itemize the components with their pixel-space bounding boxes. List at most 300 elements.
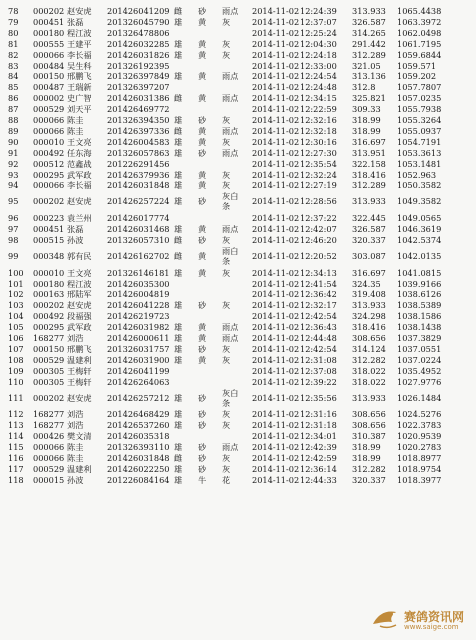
cell-ring: 201426537260	[107, 420, 170, 431]
cell-club: 000305	[33, 365, 65, 376]
cell-rank: 95	[8, 196, 19, 207]
cell-club: 000515	[33, 234, 65, 245]
cell-color: 砂	[198, 6, 207, 16]
cell-eye: 灰	[222, 354, 231, 365]
cell-rank: 94	[8, 180, 19, 191]
cell-owner: 孙波	[67, 234, 84, 245]
cell-club: 000015	[33, 474, 65, 485]
cell-time: 12:27:30	[300, 147, 337, 158]
cell-speed: 1037.3829	[397, 333, 442, 343]
cell-date: 2014-11-02	[252, 442, 300, 452]
cell-time: 12:39:22	[300, 376, 337, 387]
cell-owner: 孙波	[67, 474, 84, 485]
cell-eye: 灰	[222, 300, 231, 311]
cell-rank: 86	[8, 93, 19, 104]
cell-ring: 201426035318	[107, 431, 170, 442]
cell-sex: 雌	[174, 125, 183, 136]
cell-sex: 雄	[174, 267, 183, 278]
cell-dist: 313.933	[352, 392, 386, 403]
cell-speed: 1049.0565	[397, 213, 442, 224]
cell-ring: 201226291456	[107, 158, 170, 169]
pigeon-logo-icon	[370, 604, 402, 634]
cell-dist: 318.022	[352, 376, 386, 387]
cell-date: 2014-11-02	[252, 93, 300, 104]
cell-owner: 邢鹏飞	[67, 71, 92, 82]
cell-dist: 310.387	[352, 431, 386, 442]
cell-dist: 291.442	[352, 38, 386, 49]
cell-rank: 110	[8, 376, 24, 387]
cell-owner: 陈圭	[67, 452, 84, 463]
cell-rank: 113	[8, 420, 24, 431]
cell-speed: 1063.3972	[397, 16, 442, 27]
cell-sex: 雄	[174, 300, 183, 311]
cell-ring: 201326057310	[107, 234, 170, 245]
cell-date: 2014-11-02	[252, 234, 300, 245]
cell-rank: 98	[8, 234, 19, 245]
cell-date: 2014-11-02	[252, 392, 300, 403]
cell-club: 000529	[33, 354, 65, 365]
cell-ring: 201426032285	[107, 38, 170, 49]
cell-color: 砂	[198, 196, 207, 207]
cell-speed: 1042.0135	[397, 250, 442, 261]
cell-eye: 雨点	[222, 322, 239, 333]
cell-rank: 115	[8, 442, 24, 452]
cell-ring: 201426022250	[107, 463, 170, 474]
cell-color: 黄	[198, 16, 207, 27]
watermark-brand: 赛鸽资讯网	[404, 610, 465, 624]
cell-time: 12:42:07	[300, 224, 337, 234]
cell-color: 黄	[198, 322, 207, 333]
cell-eye: 灰	[222, 169, 231, 180]
cell-time: 12:44:48	[300, 333, 337, 343]
cell-eye: 灰白条	[222, 387, 239, 408]
cell-speed: 1018.3977	[397, 474, 442, 485]
cell-time: 12:37:08	[300, 365, 337, 376]
cell-speed: 1035.4952	[397, 365, 442, 376]
cell-time: 12:37:07	[300, 16, 337, 27]
cell-owner: 吴生科	[67, 60, 92, 71]
cell-club: 000529	[33, 104, 65, 115]
cell-date: 2014-11-02	[252, 6, 300, 16]
cell-owner: 任东海	[67, 147, 92, 158]
cell-dist: 308.656	[352, 420, 386, 431]
cell-date: 2014-11-02	[252, 27, 300, 38]
cell-time: 12:31:16	[300, 409, 337, 420]
cell-club: 000492	[33, 147, 65, 158]
cell-date: 2014-11-02	[252, 376, 300, 387]
cell-sex: 雄	[174, 409, 183, 420]
cell-color: 砂	[198, 300, 207, 311]
cell-owner: 刘浩	[67, 409, 84, 420]
cell-dist: 318.99	[352, 125, 381, 136]
cell-color: 黄	[198, 250, 207, 261]
cell-speed: 1024.5276	[397, 409, 442, 420]
cell-color: 砂	[198, 392, 207, 403]
cell-dist: 316.697	[352, 136, 386, 147]
cell-speed: 1062.0498	[397, 27, 442, 38]
cell-owner: 王建平	[67, 38, 92, 49]
cell-time: 12:32:24	[300, 169, 337, 180]
cell-eye: 雨点	[222, 224, 239, 234]
cell-speed: 1038.6126	[397, 289, 442, 300]
cell-speed: 1038.5389	[397, 300, 442, 311]
cell-club: 000066	[33, 115, 65, 125]
cell-club: 168277	[33, 420, 65, 431]
cell-rank: 108	[8, 354, 24, 365]
cell-date: 2014-11-02	[252, 224, 300, 234]
cell-owner: 刘浩	[67, 333, 84, 343]
cell-club: 000066	[33, 442, 65, 452]
cell-rank: 99	[8, 250, 19, 261]
cell-ring: 201426031848	[107, 452, 170, 463]
cell-dist: 320.337	[352, 234, 386, 245]
cell-date: 2014-11-02	[252, 474, 300, 485]
cell-speed: 1057.7807	[397, 82, 442, 93]
cell-rank: 97	[8, 224, 19, 234]
cell-color: 砂	[198, 234, 207, 245]
cell-speed: 1020.9539	[397, 431, 442, 442]
cell-club: 000150	[33, 343, 65, 354]
cell-dist: 312.289	[352, 49, 386, 60]
cell-dist: 318.99	[352, 452, 381, 463]
cell-time: 12:37:22	[300, 213, 337, 224]
cell-rank: 80	[8, 27, 19, 38]
cell-club: 000529	[33, 463, 65, 474]
cell-date: 2014-11-02	[252, 125, 300, 136]
cell-color: 黄	[198, 333, 207, 343]
cell-dist: 308.656	[352, 333, 386, 343]
cell-sex: 雄	[174, 354, 183, 365]
cell-owner: 范鑫战	[67, 158, 92, 169]
cell-speed: 1037.0551	[397, 343, 442, 354]
cell-owner: 王瑞新	[67, 82, 92, 93]
cell-dist: 326.587	[352, 224, 386, 234]
cell-ring: 201326393110	[107, 442, 170, 452]
cell-owner: 陈圭	[67, 125, 84, 136]
cell-sex: 雄	[174, 474, 183, 485]
cell-rank: 100	[8, 267, 24, 278]
cell-owner: 王梅轩	[67, 376, 92, 387]
cell-owner: 程江波	[67, 27, 92, 38]
cell-date: 2014-11-02	[252, 82, 300, 93]
cell-rank: 105	[8, 322, 24, 333]
cell-speed: 1020.2783	[397, 442, 442, 452]
cell-eye: 灰	[222, 452, 231, 463]
cell-color: 黄	[198, 38, 207, 49]
cell-owner: 赵安虎	[67, 300, 92, 311]
cell-time: 12:04:30	[300, 38, 337, 49]
cell-club: 000180	[33, 278, 65, 289]
cell-rank: 90	[8, 136, 19, 147]
cell-eye: 雨点	[222, 125, 239, 136]
cell-dist: 318.416	[352, 322, 386, 333]
cell-speed: 1059.571	[397, 60, 437, 71]
cell-owner: 赵安虎	[67, 392, 92, 403]
cell-club: 000202	[33, 196, 65, 207]
cell-time: 12:33:00	[300, 60, 337, 71]
cell-owner: 赵安虎	[67, 196, 92, 207]
cell-speed: 1037.0224	[397, 354, 442, 365]
cell-time: 12:28:56	[300, 196, 337, 207]
cell-owner: 邢陆军	[67, 289, 92, 300]
cell-eye: 灰	[222, 420, 231, 431]
cell-eye: 灰	[222, 49, 231, 60]
cell-color: 黄	[198, 180, 207, 191]
cell-time: 12:36:43	[300, 322, 337, 333]
cell-ring: 201426041199	[107, 365, 170, 376]
cell-rank: 84	[8, 71, 19, 82]
cell-color: 砂	[198, 452, 207, 463]
cell-dist: 308.656	[352, 409, 386, 420]
cell-ring: 201426257212	[107, 392, 170, 403]
cell-rank: 114	[8, 431, 24, 442]
cell-eye: 灰	[222, 234, 231, 245]
cell-club: 000484	[33, 60, 65, 71]
cell-ring: 201426041209	[107, 6, 170, 16]
cell-eye: 灰	[222, 38, 231, 49]
cell-dist: 324.35	[352, 278, 381, 289]
cell-owner: 王文亮	[67, 136, 92, 147]
cell-time: 12:34:15	[300, 93, 337, 104]
cell-owner: 王梅轩	[67, 365, 92, 376]
cell-dist: 312.282	[352, 354, 386, 365]
cell-rank: 118	[8, 474, 24, 485]
cell-owner: 邢鹏飞	[67, 343, 92, 354]
cell-club: 000305	[33, 376, 65, 387]
cell-rank: 88	[8, 115, 19, 125]
cell-color: 砂	[198, 147, 207, 158]
cell-time: 12:42:39	[300, 442, 337, 452]
watermark-url: www.saige.com	[404, 623, 459, 631]
cell-dist: 324.298	[352, 311, 386, 322]
cell-time: 12:46:20	[300, 234, 337, 245]
cell-eye: 雨点	[222, 442, 239, 452]
cell-dist: 326.587	[352, 16, 386, 27]
cell-time: 12:36:42	[300, 289, 337, 300]
cell-dist: 312.282	[352, 463, 386, 474]
cell-eye: 花	[222, 474, 231, 485]
cell-eye: 灰	[222, 463, 231, 474]
cell-sex: 雄	[174, 115, 183, 125]
cell-club: 000426	[33, 431, 65, 442]
cell-owner: 武军政	[67, 169, 92, 180]
cell-ring: 201426031468	[107, 224, 170, 234]
cell-date: 2014-11-02	[252, 71, 300, 82]
cell-owner: 赵安虎	[67, 6, 92, 16]
cell-date: 2014-11-02	[252, 278, 300, 289]
cell-date: 2014-11-02	[252, 431, 300, 442]
cell-club: 000066	[33, 452, 65, 463]
cell-sex: 雄	[174, 38, 183, 49]
cell-sex: 雄	[174, 196, 183, 207]
cell-ring: 201326031757	[107, 343, 170, 354]
cell-date: 2014-11-02	[252, 136, 300, 147]
cell-dist: 309.33	[352, 104, 381, 115]
cell-sex: 雌	[174, 93, 183, 104]
cell-rank: 83	[8, 60, 19, 71]
cell-time: 12:34:13	[300, 267, 337, 278]
cell-rank: 89	[8, 125, 19, 136]
cell-owner: 史广智	[67, 93, 92, 104]
cell-club: 000150	[33, 71, 65, 82]
cell-rank: 111	[8, 392, 24, 403]
watermark	[370, 604, 470, 636]
cell-dist: 314.265	[352, 27, 386, 38]
cell-color: 砂	[198, 115, 207, 125]
cell-dist: 313.933	[352, 300, 386, 311]
cell-dist: 314.124	[352, 343, 386, 354]
cell-date: 2014-11-02	[252, 16, 300, 27]
cell-rank: 82	[8, 49, 19, 60]
cell-speed: 1027.9776	[397, 376, 442, 387]
cell-rank: 91	[8, 147, 19, 158]
cell-owner: 温建利	[67, 463, 92, 474]
cell-club: 000010	[33, 136, 65, 147]
cell-rank: 85	[8, 82, 19, 93]
cell-rank: 101	[8, 278, 24, 289]
cell-dist: 313.933	[352, 196, 386, 207]
cell-dist: 316.697	[352, 267, 386, 278]
cell-time: 12:41:54	[300, 278, 337, 289]
cell-club: 168277	[33, 333, 65, 343]
cell-date: 2014-11-02	[252, 354, 300, 365]
cell-rank: 92	[8, 158, 19, 169]
cell-speed: 1022.3783	[397, 420, 442, 431]
cell-time: 12:24:48	[300, 82, 337, 93]
cell-color: 牛	[198, 474, 207, 485]
cell-date: 2014-11-02	[252, 322, 300, 333]
cell-date: 2014-11-02	[252, 463, 300, 474]
cell-color: 黄	[198, 267, 207, 278]
cell-ring: 201326045790	[107, 16, 170, 27]
cell-owner: 温建利	[67, 354, 92, 365]
cell-owner: 刘天平	[67, 104, 92, 115]
cell-speed: 1038.1586	[397, 311, 442, 322]
cell-club: 000066	[33, 125, 65, 136]
cell-ring: 201426004819	[107, 289, 170, 300]
cell-sex: 雄	[174, 136, 183, 147]
cell-rank: 117	[8, 463, 24, 474]
cell-club: 000010	[33, 267, 65, 278]
cell-dist: 313.933	[352, 6, 386, 16]
cell-date: 2014-11-02	[252, 311, 300, 322]
cell-owner: 陈圭	[67, 442, 84, 452]
cell-club: 000202	[33, 6, 65, 16]
cell-eye: 灰	[222, 267, 231, 278]
cell-date: 2014-11-02	[252, 169, 300, 180]
cell-dist: 318.99	[352, 115, 381, 125]
cell-date: 2014-11-02	[252, 289, 300, 300]
cell-speed: 1039.9166	[397, 278, 442, 289]
cell-eye: 雨点	[222, 6, 239, 16]
cell-ring: 201426031826	[107, 49, 170, 60]
cell-club: 000295	[33, 169, 65, 180]
cell-sex: 雄	[174, 343, 183, 354]
cell-ring: 201426031848	[107, 180, 170, 191]
cell-color: 砂	[198, 463, 207, 474]
cell-sex: 雌	[174, 452, 183, 463]
cell-date: 2014-11-02	[252, 420, 300, 431]
cell-rank: 103	[8, 300, 24, 311]
cell-rank: 102	[8, 289, 24, 300]
cell-ring: 201226084164	[107, 474, 170, 485]
cell-speed: 1061.7195	[397, 38, 442, 49]
cell-ring: 201426468429	[107, 409, 170, 420]
cell-time: 12:42:59	[300, 452, 337, 463]
cell-eye: 雨点	[222, 93, 239, 104]
cell-club: 168277	[33, 409, 65, 420]
cell-sex: 雄	[174, 463, 183, 474]
cell-speed: 1053.3613	[397, 147, 442, 158]
cell-speed: 1042.5374	[397, 234, 442, 245]
cell-color: 黄	[198, 71, 207, 82]
cell-sex: 雄	[174, 322, 183, 333]
cell-eye: 灰	[222, 409, 231, 420]
cell-date: 2014-11-02	[252, 158, 300, 169]
cell-club: 000487	[33, 82, 65, 93]
cell-speed: 1059.6844	[397, 49, 442, 60]
cell-dist: 312.289	[352, 180, 386, 191]
cell-color: 砂	[198, 442, 207, 452]
cell-speed: 1053.1481	[397, 158, 442, 169]
cell-color: 砂	[198, 409, 207, 420]
cell-ring: 201326057863	[107, 147, 170, 158]
cell-dist: 320.337	[352, 474, 386, 485]
cell-speed: 1054.7191	[397, 136, 442, 147]
cell-time: 12:24:18	[300, 49, 337, 60]
cell-rank: 96	[8, 213, 19, 224]
cell-ring: 201426379936	[107, 169, 170, 180]
cell-club: 000066	[33, 49, 65, 60]
cell-time: 12:35:54	[300, 158, 337, 169]
cell-dist: 318.99	[352, 442, 381, 452]
cell-owner: 程江波	[67, 278, 92, 289]
cell-owner: 李长福	[67, 49, 92, 60]
cell-time: 12:20:52	[300, 250, 337, 261]
cell-sex: 雄	[174, 442, 183, 452]
cell-speed: 1055.7938	[397, 104, 442, 115]
cell-club: 000492	[33, 311, 65, 322]
cell-sex: 雄	[174, 392, 183, 403]
cell-sex: 雌	[174, 234, 183, 245]
cell-color: 砂	[198, 343, 207, 354]
cell-date: 2014-11-02	[252, 60, 300, 71]
cell-speed: 1065.4438	[397, 6, 442, 16]
cell-sex: 雄	[174, 180, 183, 191]
cell-eye: 灰白条	[222, 191, 239, 212]
cell-rank: 81	[8, 38, 19, 49]
cell-eye: 灰	[222, 180, 231, 191]
cell-rank: 104	[8, 311, 24, 322]
cell-speed: 1055.3264	[397, 115, 442, 125]
cell-color: 黄	[198, 354, 207, 365]
cell-ring: 201326478806	[107, 27, 170, 38]
cell-color: 黄	[198, 136, 207, 147]
cell-owner: 武军政	[67, 322, 92, 333]
cell-owner: 王文亮	[67, 267, 92, 278]
cell-ring: 201426162702	[107, 250, 170, 261]
cell-dist: 303.087	[352, 250, 386, 261]
cell-date: 2014-11-02	[252, 180, 300, 191]
cell-club: 000180	[33, 27, 65, 38]
cell-speed: 1041.0815	[397, 267, 442, 278]
cell-ring: 201426031982	[107, 322, 170, 333]
cell-date: 2014-11-02	[252, 196, 300, 207]
cell-dist: 319.408	[352, 289, 386, 300]
cell-dist: 322.445	[352, 213, 386, 224]
cell-color: 黄	[198, 49, 207, 60]
cell-owner: 袁兰州	[67, 213, 92, 224]
